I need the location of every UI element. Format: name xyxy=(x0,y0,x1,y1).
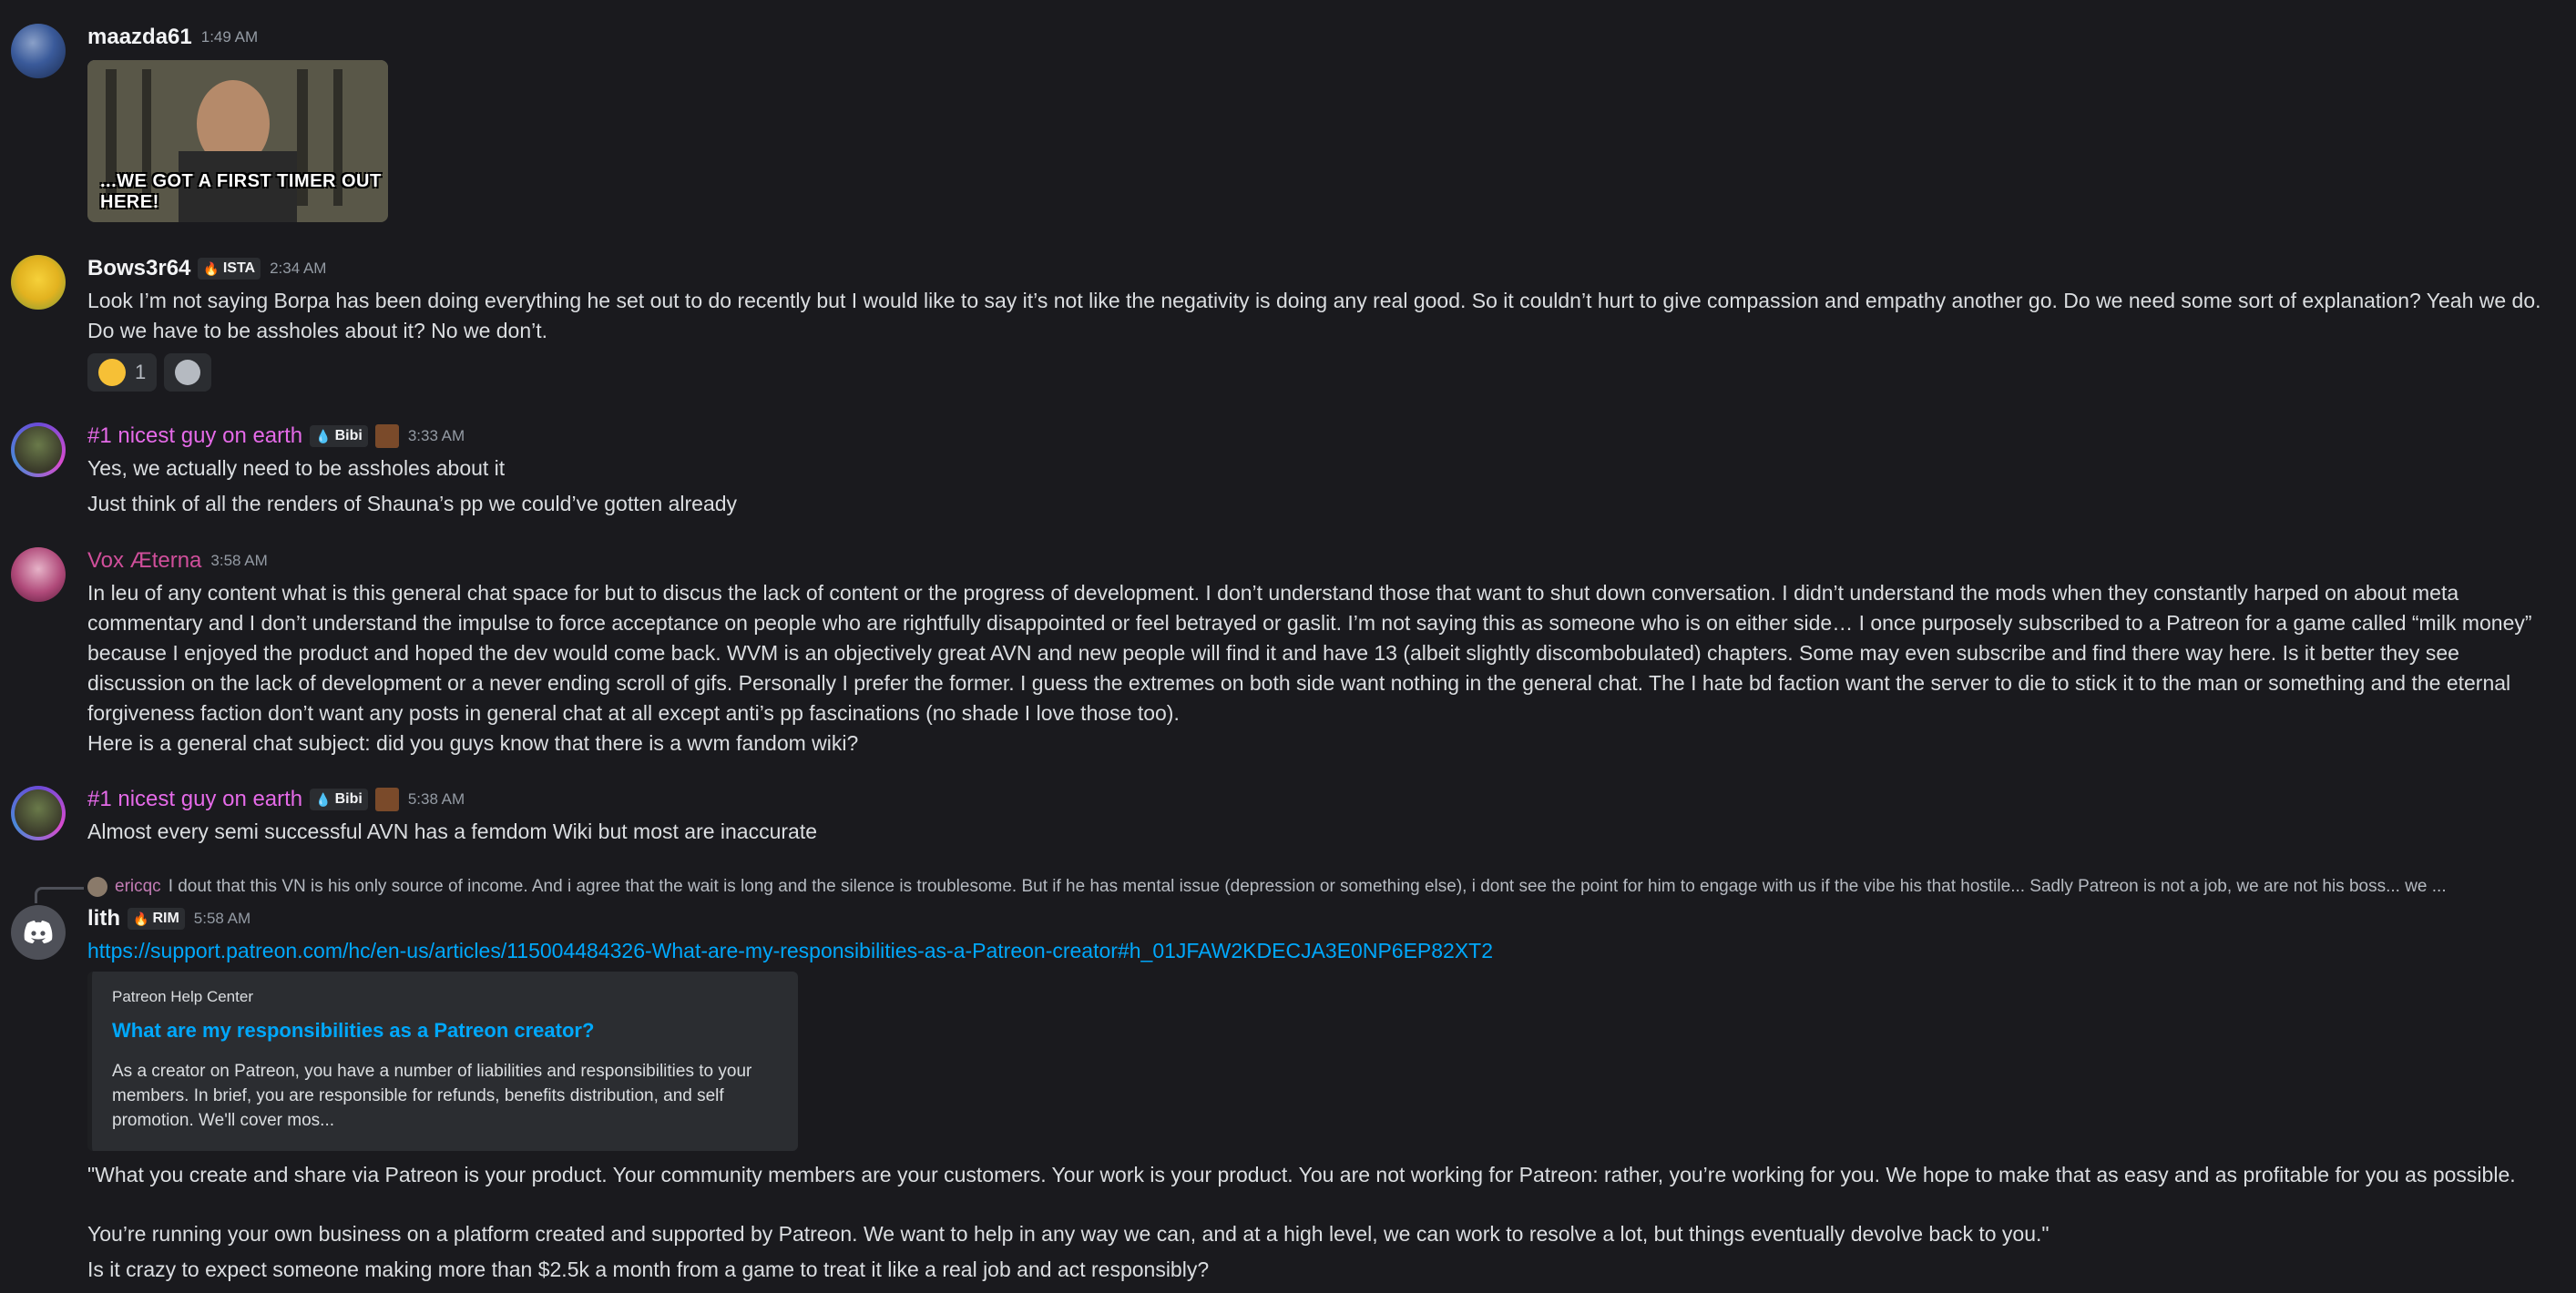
add-reaction-icon xyxy=(175,360,200,385)
embed-title[interactable]: What are my responsibilities as a Patreon creator? xyxy=(112,1019,595,1042)
fire-icon: 🔥 xyxy=(203,260,220,276)
gif-caption: ...WE GOT A FIRST TIMER OUT HERE! xyxy=(100,171,382,212)
role-badge[interactable] xyxy=(198,258,261,280)
timestamp: 5:38 AM xyxy=(407,790,465,808)
avatar[interactable] xyxy=(11,905,66,960)
gif-embed[interactable] xyxy=(87,60,388,222)
fire-icon: 🔥 xyxy=(133,911,149,926)
chocolate-icon xyxy=(375,424,399,448)
username[interactable]: #1 nicest guy on earth xyxy=(87,423,303,448)
water-drop-icon: 💧 xyxy=(315,791,332,807)
patreon-link[interactable]: https://support.patreon.com/hc/en-us/articles/115004484326-What-are-my-responsibilities-as-a-Patreon-creator#h_01JFAW2KDECJA3E0NP6EP82XT2 xyxy=(87,939,1494,962)
timestamp: 1:49 AM xyxy=(200,28,259,46)
username[interactable]: #1 nicest guy on earth xyxy=(87,787,303,811)
message-text: Just think of all the renders of Shauna’s pp we could’ve gotten already xyxy=(87,492,738,515)
avatar[interactable] xyxy=(11,255,66,310)
avatar[interactable] xyxy=(11,423,66,477)
discord-logo-icon xyxy=(22,920,55,945)
role-badge[interactable] xyxy=(128,908,185,930)
reactions xyxy=(87,353,2550,392)
reply-text: I dout that this VN is his only source of income. And i agree that the wait is long and the silence is troublesome. But if he has mental issue (depression or something else), i dont see the point for him to engage with us if the vibe his that hostile... Sadly Patreon is not a job, we are not his boss... we ... xyxy=(168,877,2447,896)
message-text: Look I’m not saying Borpa has been doing everything he set out to do recently but I would like to say it’s not like the negativity is doing any real good. So it couldn’t hurt to give compassion and empathy another go. Do we need some sort of explanation? Yeah we do. Do we have to be assholes about it? No we don’t. xyxy=(87,289,2541,342)
chocolate-icon xyxy=(375,788,399,811)
avatar[interactable] xyxy=(11,786,66,840)
message-text: Is it crazy to expect someone making more than $2.5k a month from a game to treat it like a real job and act responsibly? xyxy=(87,1257,1210,1281)
username[interactable]: lith xyxy=(87,906,120,931)
badge-label: RIM xyxy=(152,911,179,926)
laughing-emoji-icon xyxy=(98,359,126,386)
message-text: Almost every semi successful AVN has a femdom Wiki but most are inaccurate xyxy=(87,820,818,843)
water-drop-icon: 💧 xyxy=(315,428,332,443)
timestamp: 2:34 AM xyxy=(270,260,327,277)
role-badge[interactable] xyxy=(310,425,368,447)
role-badge[interactable] xyxy=(310,789,368,810)
message-text: "What you create and share via Patreon is your product. Your community members are your customers. Your work is your product. You are not working for Patreon: rather, you’re working for you. We hope to make that as easy and as profitable for you as possible. xyxy=(87,1163,2516,1186)
reply-spine xyxy=(35,887,84,903)
username[interactable]: Bows3r64 xyxy=(87,256,191,280)
timestamp: 3:33 AM xyxy=(407,427,465,444)
username[interactable]: Vox Æterna xyxy=(87,548,202,573)
reply-preview[interactable] xyxy=(87,872,2556,901)
link-embed xyxy=(87,972,798,1151)
reaction-count: 1 xyxy=(135,361,147,383)
embed-provider[interactable]: Patreon Help Center xyxy=(112,988,253,1005)
message-text: In leu of any content what is this general chat space for but to discus the lack of content or the progress of development. I don’t understand those that want to shut down conversation. I didn’t understand the mods when they constantly harped on about meta commentary and I don’t understand the impulse to force acceptance on people who are rightfully disappointed or feel betrayed or gaslit. I’m not saying this as someone who is on either side… I once purposely subscribed to a Patreon for a game called “milk money” because I enjoyed the product and hoped the dev would come back. WVM is an objectively great AVN and new people will find it and have 13 (albeit slightly discombobulated) chapters. Some may even subscribe and find there way here. Is it better they see discussion on the lack of development or a never ending scroll of gifs. Personally I prefer the former. I guess the extremes on both side want nothing in the general chat. The I hate bd faction want the server to die to stick it to the man or something and the eternal forgiveness faction don’t want any posts in general chat at all except anti’s pp fascinations (no shade I love those too). xyxy=(87,581,2532,725)
reply-avatar xyxy=(87,877,107,897)
badge-label: ISTA xyxy=(222,260,256,276)
reaction-laugh[interactable] xyxy=(87,353,157,392)
message-text: Here is a general chat subject: did you guys know that there is a wvm fandom wiki? xyxy=(87,731,859,755)
avatar[interactable] xyxy=(11,547,66,602)
message-text: You’re running your own business on a platform created and supported by Patreon. We want to help in any way we can, and at a high level, we can work to resolve a lot, but things eventually devolve back to you." xyxy=(87,1222,2050,1246)
username[interactable]: maazda61 xyxy=(87,25,192,49)
timestamp: 5:58 AM xyxy=(193,910,251,927)
avatar[interactable] xyxy=(11,24,66,78)
badge-label: Bibi xyxy=(334,428,363,443)
timestamp: 3:58 AM xyxy=(210,552,268,569)
add-reaction-button[interactable] xyxy=(164,353,211,392)
reply-username[interactable]: ericqc xyxy=(115,877,161,896)
embed-description: As a creator on Patreon, you have a number of liabilities and responsibilities to your members. In brief, you are responsible for refunds, benefits distribution, and self promotion. We'll cover mos... xyxy=(112,1062,752,1130)
badge-label: Bibi xyxy=(334,791,363,807)
message-text: Yes, we actually need to be assholes about it xyxy=(87,456,506,480)
